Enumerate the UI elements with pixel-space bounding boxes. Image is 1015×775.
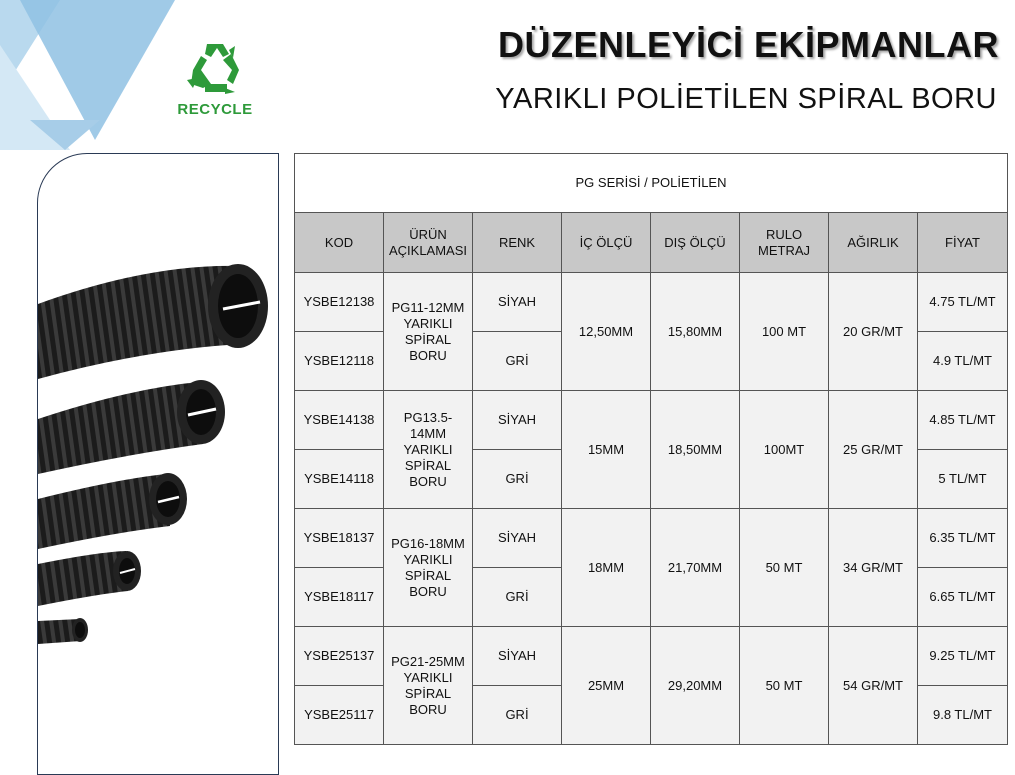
column-header-color: RENK — [473, 213, 562, 273]
price: 4.85 TL/MT — [918, 391, 1008, 450]
product-code: YSBE18117 — [295, 568, 384, 627]
table-row — [295, 627, 1008, 686]
weight: 25 GR/MT — [829, 391, 918, 509]
column-header-weight: AĞIRLIK — [829, 213, 918, 273]
column-header-inner-size: İÇ ÖLÇÜ — [562, 213, 651, 273]
weight: 54 GR/MT — [829, 627, 918, 745]
page-title: DÜZENLEYİCİ EKİPMANLAR — [497, 24, 999, 65]
table-row — [295, 391, 1008, 450]
outer-size: 18,50MM — [651, 391, 740, 509]
product-code: YSBE18137 — [295, 509, 384, 568]
price: 9.25 TL/MT — [918, 627, 1008, 686]
table-header-row — [295, 213, 1008, 273]
recycle-label: RECYCLE — [177, 101, 253, 118]
column-header-code: KOD — [295, 213, 384, 273]
price: 4.9 TL/MT — [918, 332, 1008, 391]
price: 4.75 TL/MT — [918, 273, 1008, 332]
inner-size: 25MM — [562, 627, 651, 745]
price: 9.8 TL/MT — [918, 686, 1008, 745]
outer-size: 29,20MM — [651, 627, 740, 745]
product-description: PG11-12MM YARIKLI SPİRAL BORU — [384, 273, 473, 391]
outer-size: 21,70MM — [651, 509, 740, 627]
price: 6.35 TL/MT — [918, 509, 1008, 568]
recycle-icon — [183, 40, 247, 94]
product-code: YSBE14138 — [295, 391, 384, 450]
roll-length: 100 MT — [740, 273, 829, 391]
product-table — [294, 153, 1008, 745]
weight: 20 GR/MT — [829, 273, 918, 391]
column-header-outer-size: DIŞ ÖLÇÜ — [651, 213, 740, 273]
column-header-price: FİYAT — [918, 213, 1008, 273]
recycle-logo — [170, 40, 260, 120]
product-code: YSBE14118 — [295, 450, 384, 509]
roll-length: 100MT — [740, 391, 829, 509]
weight: 34 GR/MT — [829, 509, 918, 627]
product-photo — [37, 153, 279, 775]
table-row — [295, 273, 1008, 332]
column-header-description: ÜRÜN AÇIKLAMASI — [384, 213, 473, 273]
page-subtitle: YARIKLI POLİETİLEN SPİRAL BORU — [495, 83, 997, 115]
product-code: YSBE12118 — [295, 332, 384, 391]
price: 5 TL/MT — [918, 450, 1008, 509]
product-color: GRİ — [473, 568, 562, 627]
product-color: SİYAH — [473, 627, 562, 686]
product-description: PG13.5-14MM YARIKLI SPİRAL BORU — [384, 391, 473, 509]
product-code: YSBE25137 — [295, 627, 384, 686]
spiral-pipes-image — [38, 154, 278, 774]
column-header-roll-length: RULO METRAJ — [740, 213, 829, 273]
inner-size: 12,50MM — [562, 273, 651, 391]
series-title-row — [295, 154, 1008, 213]
series-title: PG SERİSİ / POLİETİLEN — [295, 154, 1008, 213]
outer-size: 15,80MM — [651, 273, 740, 391]
product-color: SİYAH — [473, 391, 562, 450]
product-description: PG21-25MM YARIKLI SPİRAL BORU — [384, 627, 473, 745]
table-row — [295, 509, 1008, 568]
product-description: PG16-18MM YARIKLI SPİRAL BORU — [384, 509, 473, 627]
roll-length: 50 MT — [740, 627, 829, 745]
product-color: SİYAH — [473, 509, 562, 568]
inner-size: 15MM — [562, 391, 651, 509]
roll-length: 50 MT — [740, 509, 829, 627]
product-color: SİYAH — [473, 273, 562, 332]
product-code: YSBE12138 — [295, 273, 384, 332]
product-color: GRİ — [473, 332, 562, 391]
price: 6.65 TL/MT — [918, 568, 1008, 627]
product-code: YSBE25117 — [295, 686, 384, 745]
product-color: GRİ — [473, 450, 562, 509]
product-color: GRİ — [473, 686, 562, 745]
inner-size: 18MM — [562, 509, 651, 627]
